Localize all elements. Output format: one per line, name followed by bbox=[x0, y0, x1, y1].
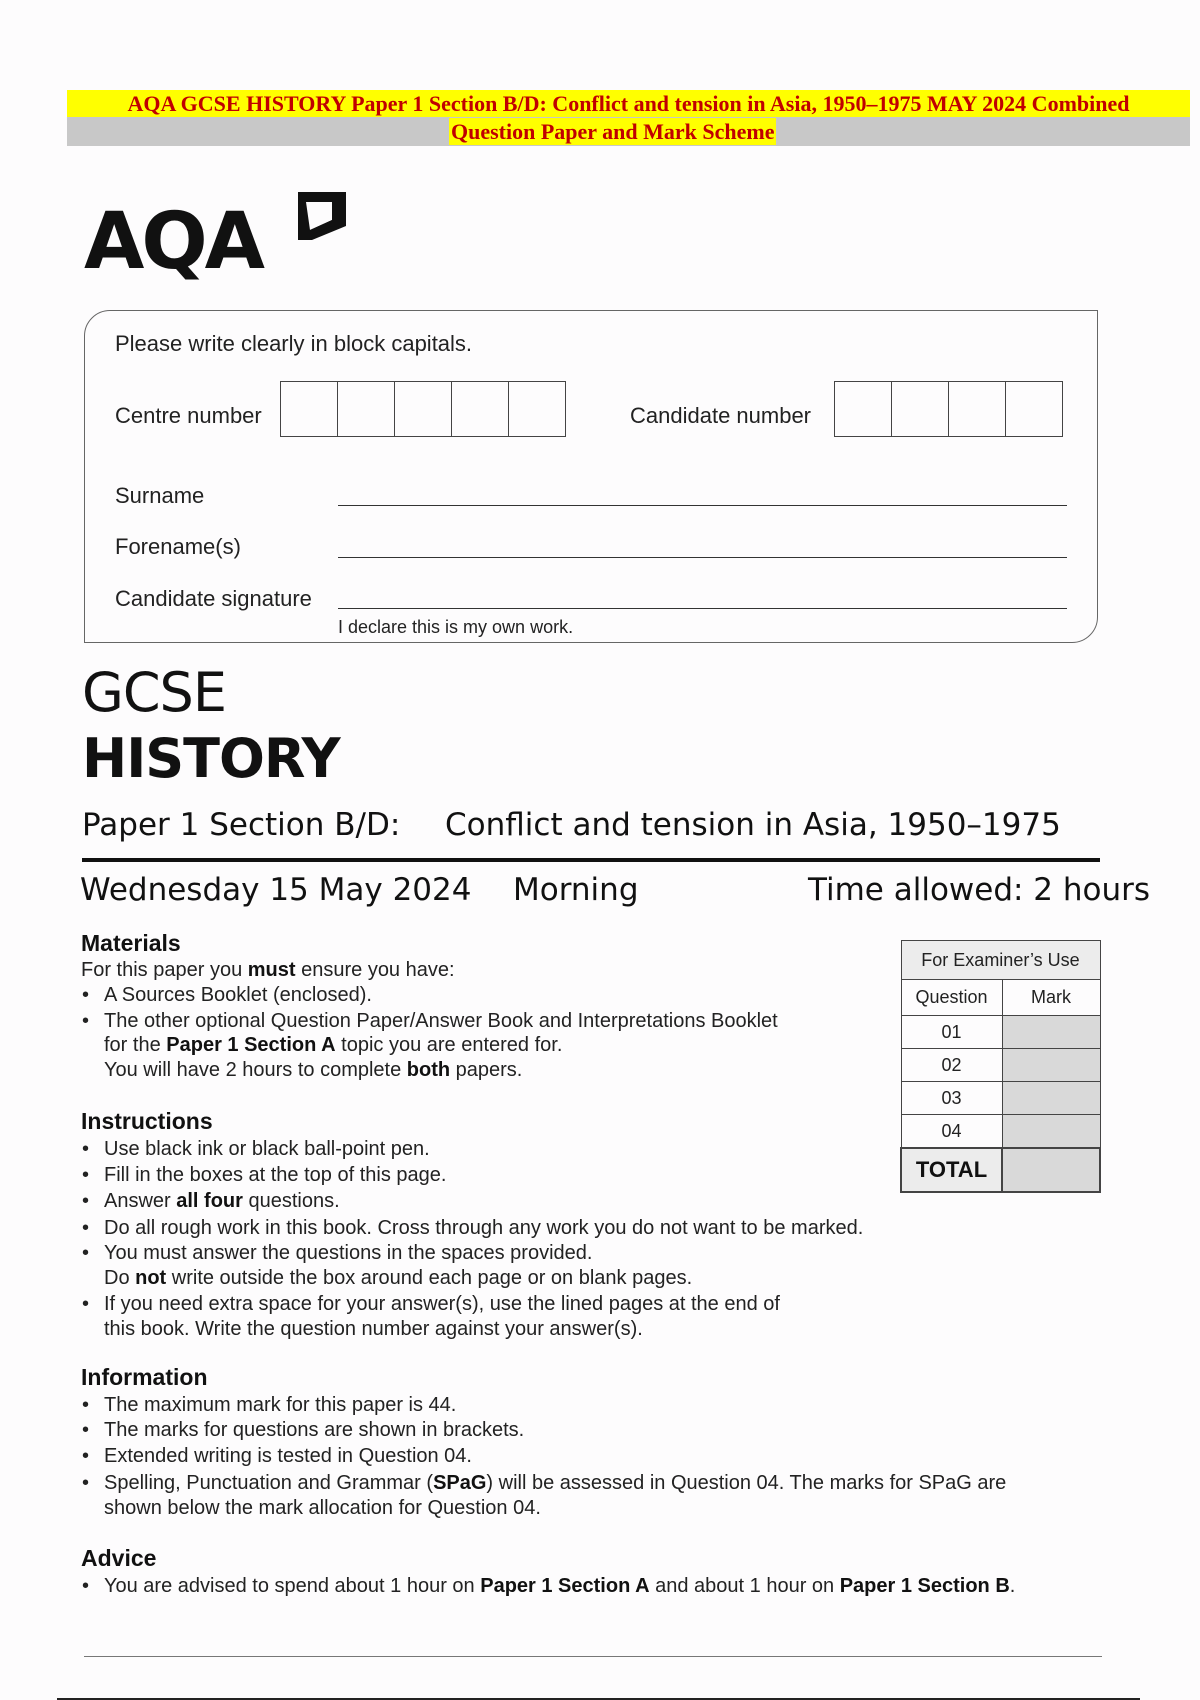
materials-item: • A Sources Booklet (enclosed). bbox=[104, 983, 372, 1007]
total-label: TOTAL bbox=[901, 1148, 1002, 1192]
exam-session: Morning bbox=[513, 872, 639, 908]
advice-heading: Advice bbox=[81, 1545, 157, 1571]
materials-intro: For this paper you must ensure you have: bbox=[81, 959, 455, 981]
mark-column-header: Mark bbox=[1002, 980, 1100, 1016]
exam-date: Wednesday 15 May 2024 bbox=[80, 872, 472, 908]
instructions-item-cont: this book. Write the question number against your answer(s). bbox=[104, 1318, 643, 1340]
question-number: 02 bbox=[901, 1049, 1002, 1082]
time-allowed: Time allowed: 2 hours bbox=[808, 872, 1151, 908]
banner-title-line1: AQA GCSE HISTORY Paper 1 Section B/D: Conflict and tension in Asia, 1950–1975 MAY 2024 Combined bbox=[67, 90, 1190, 117]
mark-cell bbox=[1002, 1049, 1100, 1082]
block-capitals-instruction: Please write clearly in block capitals. bbox=[115, 331, 473, 356]
centre-number-digit-box[interactable] bbox=[509, 382, 565, 436]
question-number: 03 bbox=[901, 1082, 1002, 1115]
materials-item-cont: You will have 2 hours to complete both papers. bbox=[104, 1059, 523, 1081]
instructions-item: • Fill in the boxes at the top of this page. bbox=[104, 1163, 446, 1187]
forenames-label: Forename(s) bbox=[115, 534, 241, 559]
mark-cell bbox=[1002, 1016, 1100, 1049]
question-number: 01 bbox=[901, 1016, 1002, 1049]
candidate-number-label: Candidate number bbox=[630, 403, 812, 428]
information-heading: Information bbox=[81, 1364, 208, 1390]
advice-item: • You are advised to spend about 1 hour on Paper 1 Section A and about 1 hour on Paper 1 Section B. bbox=[104, 1574, 1015, 1598]
total-mark-cell bbox=[1002, 1148, 1100, 1192]
instructions-item: • Answer all four questions. bbox=[104, 1189, 340, 1213]
information-item: • Spelling, Punctuation and Grammar (SPaG) will be assessed in Question 04. The marks for SPaG are bbox=[104, 1471, 1006, 1495]
paper-title: Paper 1 Section B/D: bbox=[82, 807, 401, 843]
information-item: • Extended writing is tested in Question 04. bbox=[104, 1444, 472, 1468]
candidate-number-digit-box[interactable] bbox=[949, 382, 1006, 436]
centre-number-boxes[interactable] bbox=[280, 381, 566, 437]
information-item: • The marks for questions are shown in brackets. bbox=[104, 1418, 524, 1442]
question-number: 04 bbox=[901, 1115, 1002, 1149]
instructions-item: • Do all rough work in this book. Cross through any work you do not want to be marked. bbox=[104, 1216, 863, 1240]
topic-title: Conflict and tension in Asia, 1950–1975 bbox=[445, 807, 1061, 843]
candidate-details-box bbox=[84, 310, 1098, 643]
information-item: • The maximum mark for this paper is 44. bbox=[104, 1393, 456, 1417]
aqa-logo bbox=[84, 186, 354, 286]
examiner-table-title: For Examiner’s Use bbox=[901, 941, 1100, 980]
instructions-item: • Use black ink or black ball-point pen. bbox=[104, 1137, 430, 1161]
signature-field[interactable] bbox=[338, 608, 1067, 609]
centre-number-digit-box[interactable] bbox=[395, 382, 452, 436]
surname-field[interactable] bbox=[338, 505, 1067, 506]
materials-item: • The other optional Question Paper/Answer Book and Interpretations Booklet bbox=[104, 1009, 778, 1033]
candidate-number-digit-box[interactable] bbox=[1006, 382, 1062, 436]
signature-label: Candidate signature bbox=[115, 586, 312, 611]
banner-title-line2: Question Paper and Mark Scheme bbox=[451, 119, 775, 144]
materials-item-cont: for the Paper 1 Section A topic you are entered for. bbox=[104, 1034, 563, 1056]
information-item-cont: shown below the mark allocation for Question 04. bbox=[104, 1497, 541, 1519]
instructions-item-cont: Do not write outside the box around each page or on blank pages. bbox=[104, 1267, 693, 1289]
mark-cell bbox=[1002, 1115, 1100, 1149]
instructions-heading: Instructions bbox=[81, 1108, 213, 1134]
footer-divider bbox=[84, 1656, 1102, 1657]
candidate-number-digit-box[interactable] bbox=[835, 382, 892, 436]
candidate-number-boxes[interactable] bbox=[834, 381, 1063, 437]
declaration-text: I declare this is my own work. bbox=[338, 617, 574, 637]
centre-number-label: Centre number bbox=[115, 403, 262, 428]
forenames-field[interactable] bbox=[338, 557, 1067, 558]
centre-number-digit-box[interactable] bbox=[338, 382, 395, 436]
instructions-item: • You must answer the questions in the spaces provided. bbox=[104, 1241, 592, 1265]
candidate-number-digit-box[interactable] bbox=[892, 382, 949, 436]
centre-number-digit-box[interactable] bbox=[281, 382, 338, 436]
title-banner bbox=[67, 90, 1190, 146]
subject-title: HISTORY bbox=[82, 727, 340, 790]
instructions-item: • If you need extra space for your answer(s), use the lined pages at the end of bbox=[104, 1292, 780, 1316]
aqa-logo-flag-icon bbox=[284, 190, 348, 244]
centre-number-digit-box[interactable] bbox=[452, 382, 509, 436]
materials-heading: Materials bbox=[81, 930, 181, 956]
qualification-title: GCSE bbox=[82, 661, 226, 724]
examiner-use-table bbox=[900, 940, 1101, 1193]
surname-label: Surname bbox=[115, 483, 205, 508]
logo-text: AQA bbox=[84, 197, 263, 287]
question-column-header: Question bbox=[901, 980, 1002, 1016]
title-divider bbox=[82, 858, 1100, 862]
mark-cell bbox=[1002, 1082, 1100, 1115]
